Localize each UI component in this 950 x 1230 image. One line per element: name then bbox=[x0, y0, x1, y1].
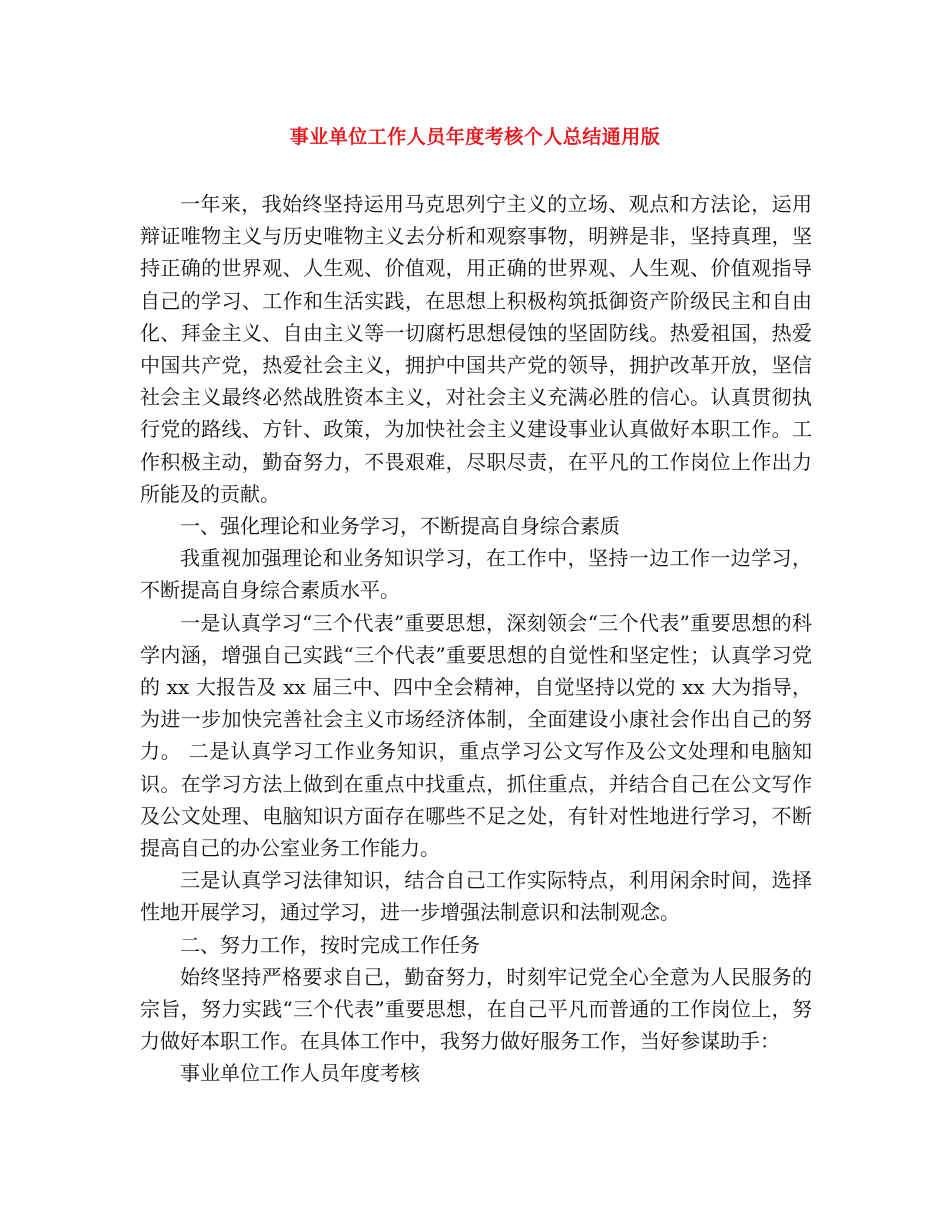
paragraph-law-study: 三是认真学习法律知识，结合自己工作实际特点，利用闲余时间，选择性地开展学习，通过学习，进一步增强法制意识和法制观念。 bbox=[140, 868, 812, 925]
section-heading-2: 二、努力工作，按时完成工作任务 bbox=[180, 932, 480, 957]
document-title: 事业单位工作人员年度考核个人总结通用版 bbox=[289, 126, 661, 148]
paragraph-study: 我重视加强理论和业务知识学习，在工作中，坚持一边工作一边学习，不断提高自身综合素质水平。 bbox=[140, 546, 812, 603]
paragraph-work: 始终坚持严格要求自己，勤奋努力，时刻牢记党全心全意为人民服务的宗旨，努力实践“三个代表”重要思想，在自己平凡而普通的工作岗位上，努力做好本职工作。在具体工作中，我努力做好服务工作，当好参谋助手： bbox=[140, 964, 812, 1054]
paragraph-study-details: 一是认真学习“三个代表”重要思想，深刻领会“三个代表”重要思想的科学内涵，增强自己实践“三个代表”重要思想的自觉性和坚定性；认真学习党的 xx 大报告及 xx 届三中、四中全会精神，自觉坚持以党的 xx 大为指导，为进一步加快完善社会主义市场经济体制，全面建设小康社会作出自己的努力。 二是认真学习工作业务知识，重点学习公文写作及公文处理和电脑知识。在学习方法上做到在重点中找重点，抓住重点，并结合自己在公文写作及公文处理、电脑知识方面存在哪些不足之处，有针对性地进行学习，不断提高自己的办公室业务工作能力。 bbox=[140, 610, 812, 861]
paragraph-trailing: 事业单位工作人员年度考核 bbox=[180, 1061, 420, 1086]
paragraph-intro: 一年来，我始终坚持运用马克思列宁主义的立场、观点和方法论，运用辩证唯物主义与历史唯物主义去分析和观察事物，明辨是非，坚持真理，坚持正确的世界观、人生观、价值观，用正确的世界观、人生观、价值观指导自己的学习、工作和生活实践，在思想上积极构筑抵御资产阶级民主和自由化、拜金主义、自由主义等一切腐朽思想侵蚀的坚固防线。热爱祖国，热爱中国共产党，热爱社会主义，拥护中国共产党的领导，拥护改革开放，坚信社会主义最终必然战胜资本主义，对社会主义充满必胜的信心。认真贯彻执行党的路线、方针、政策，为加快社会主义建设事业认真做好本职工作。工作积极主动，勤奋努力，不畏艰难，尽职尽责，在平凡的工作岗位上作出力所能及的贡献。 bbox=[140, 192, 812, 506]
section-heading-1: 一、强化理论和业务学习，不断提高自身综合素质 bbox=[180, 514, 620, 539]
document-body bbox=[140, 188, 812, 1090]
